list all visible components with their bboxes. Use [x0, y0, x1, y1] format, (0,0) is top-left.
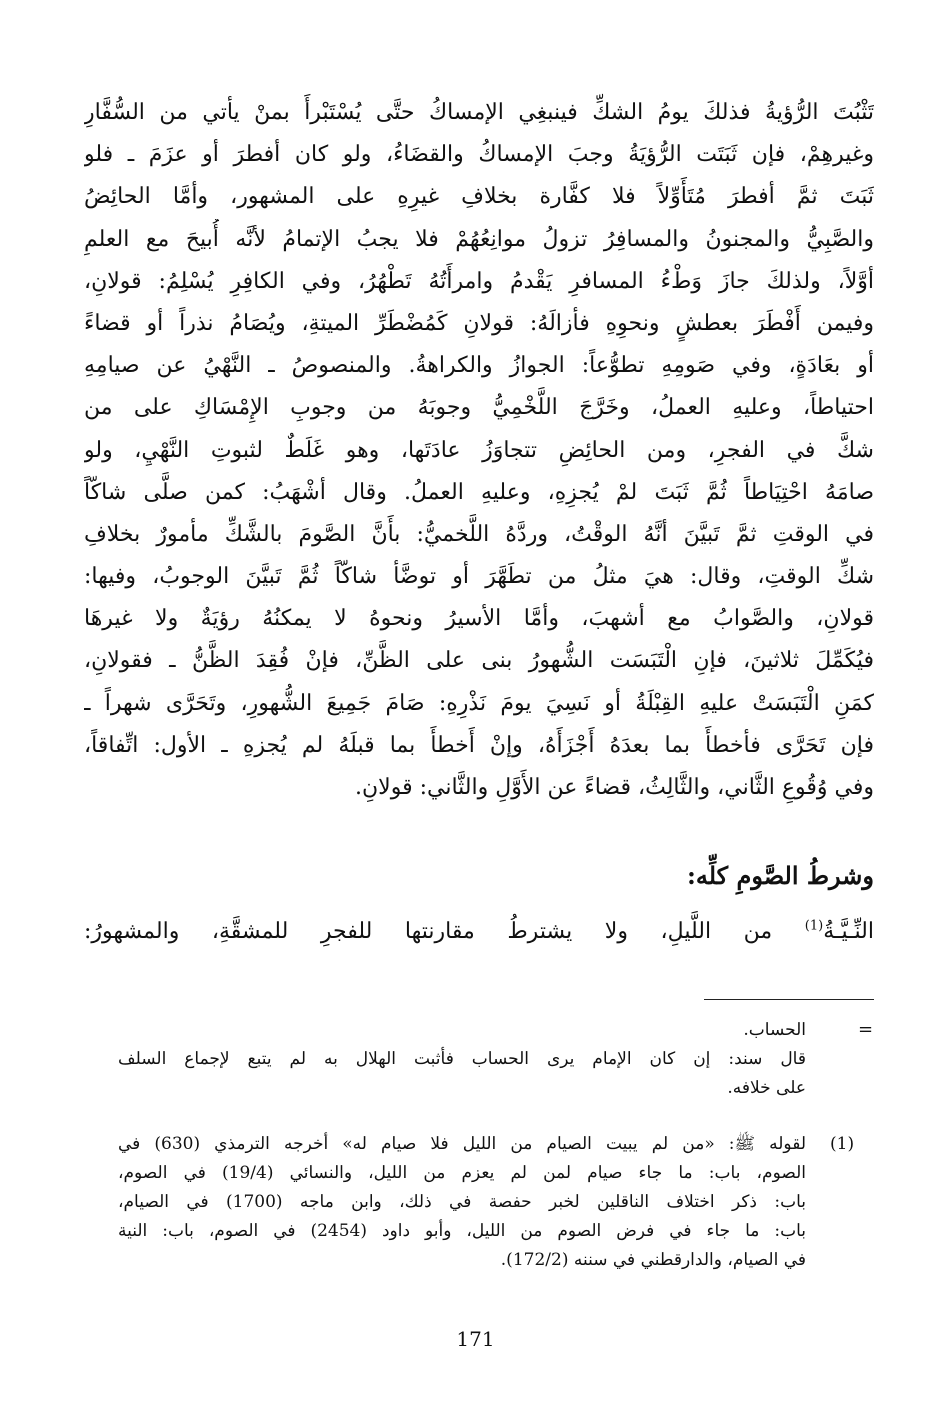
text-line: وفي وُقُوعِ الثَّاني، والثَّالِثُ، قضاءً عن الأَوَّلِ والثَّاني: قولانِ.: [355, 775, 874, 800]
text-line: احتياطاً، وعليهِ العملُ، وخَرَّجَ اللَّخْمِيُّ وجوبَهُ من وجوبِ الإِمْسَاكِ على من: [84, 395, 874, 421]
footnote-ref[interactable]: (1): [804, 918, 824, 934]
footnote-line: باب: ما جاء في فرض الصوم من الليل، وأبو داود (2454) في الصوم، باب: النية: [118, 1221, 806, 1241]
text-line: فيُكَمِّلَ ثلاثينَ، فإنِ الْتَبَسَت الشُّهورُ بنى على الظَّنِّ، فإنْ فُقِدَ الظَّنُّ ـ فقولانِ،: [84, 648, 874, 674]
niyya-rest: من اللَّيلِ، ولا يشترطُ مقارنتها للفجرِ للمشقَّةِ، والمشهورُ:: [84, 919, 805, 944]
text-line: قولانِ، والصَّوابُ مع أشهبَ، وأمَّا الأسيرُ ونحوهُ لا يمكنُهُ رؤيَةٌ ولا غيرهَا: [84, 606, 874, 632]
text-line: والصَّبِيُّ والمجنونُ والمسافِرُ تزولُ موانِعُهُمْ فلا يجبُ الإتمامُ لأنَّه أُبيحَ مع العلمِ: [84, 226, 874, 252]
footnote-line: قال سند: إن كان الإمام يرى الحساب فأثبت الهلال به لم يتبع لإجماع السلف: [118, 1049, 806, 1069]
footnote-1: [118, 1130, 806, 1275]
footnote-line: الحساب.: [743, 1020, 806, 1040]
text-line: وغيرهِمْ، فإن ثَبَتَت الرُّؤيَةُ وجبَ الإمساكُ والقضَاءُ، ولو كان أفطرَ أو عزَمَ ـ فلو: [84, 142, 874, 168]
section-heading: وشرطُ الصَّومِ كلِّه:: [687, 861, 874, 890]
text-line: شكَّ في الفجرِ، ومن الحائِضِ تتجاوَزُ عادَتَها، وهو غَلَطٌ لثبوتِ النَّهْيِ، ولو: [84, 437, 874, 463]
text-line: فإن تَحَرَّى فأخطأَ بما بعدَهُ أَجْزَأَهُ، وإنْ أَخطأَ بما قبلَهُ لم يُجزهِ ـ الأول: اتِّفاقاً،: [84, 732, 874, 758]
text-line: كمَنِ الْتَبَسَتْ عليهِ القِبْلَةُ أو نَسِيَ يومَ نَذْرِهِ: صَامَ جَمِيعَ الشُّهورِ، وتَحَرَّى شهراً ـ: [84, 690, 874, 716]
text-line: ثَبَتَ ثمَّ أفطرَ مُتَأَوِّلاً فلا كفَّارة بخلافِ غيرِهِ على المشهور، وأمَّا الحائِضُ: [84, 184, 874, 210]
footnote-number: (1): [830, 1134, 855, 1154]
page-number: 171: [456, 1327, 495, 1351]
niyya-word: النِّـيَّـةُ: [823, 919, 874, 944]
continuation-marker: =: [858, 1019, 874, 1040]
footnote-line: في الصيام، والدارقطني في سننه (172/2).: [500, 1250, 806, 1270]
footnote-continuation: [118, 1016, 806, 1103]
footnote-line: باب: ذكر اختلاف الناقلين لخبر حفصة في ذلك، وابن ماجه (1700) في الصيام،: [118, 1192, 806, 1212]
text-line: أو بعَادَةٍ، وفي صَومِهِ تطوُّعاً: الجوازُ والكراهةُ. والمنصوصُ ـ النَّهْيُ عن صيامِهِ: [84, 353, 874, 379]
text-line: وفيمن أَفْطَرَ بعطشٍ ونحوِهِ فأزالَهُ: قولانِ كَمُضْطَرِّ الميتةِ، ويُصَامُ نذراً أو قضاءً: [84, 310, 874, 336]
text-line: أوَّلاً، ولذلكَ جازَ وَطْءُ المسافرِ يَقْدمُ وامرأَتُهُ تَطْهُرُ، وفي الكافِرِ يُسْلِمُ: قولانِ،: [84, 268, 874, 294]
niyya-line: [84, 910, 874, 954]
text-line: صامَهُ احْتِيَاطاً ثُمَّ ثَبَتَ لمْ يُجزِهِ، وعليهِ العملُ. وقال أشْهَبُ: كمن صلَّى شاكّاً: [84, 479, 874, 505]
footnote-line: لقوله ﷺ: «من لم يبيت الصيام من الليل فلا صيام له» أخرجه الترمذي (630) في: [118, 1134, 806, 1154]
footnote-line: الصوم، باب: ما جاء صيام لمن لم يعزم من الليل، والنسائي (19/4) في الصوم،: [118, 1163, 806, 1183]
text-line: شكِّ الوقتِ، وقال: هيَ مثلُ من تطَهَّرَ أو توضَّأ شاكّاً ثُمَّ تَبيَّنَ الوجوبُ، وفيها:: [84, 564, 874, 590]
main-text: [84, 92, 874, 809]
footnote-line: على خلافه.: [727, 1078, 806, 1098]
text-line: في الوقتِ ثمَّ تَبيَّنَ أنَّهُ الوقْتُ، وردَّهُ اللَّخميُّ: بأَنَّ الصَّومَ بالشَّكِّ مأمورٌ بخلافِ: [84, 521, 874, 547]
footnote-divider: [704, 999, 874, 1000]
text-line: تَثْبُتَ الرُّؤيةُ فذلكَ يومُ الشكِّ فينبغِي الإمساكُ حتَّى يُسْتَبْرأَ بمنْ يأتي من السُّفَّارِ: [84, 100, 874, 125]
